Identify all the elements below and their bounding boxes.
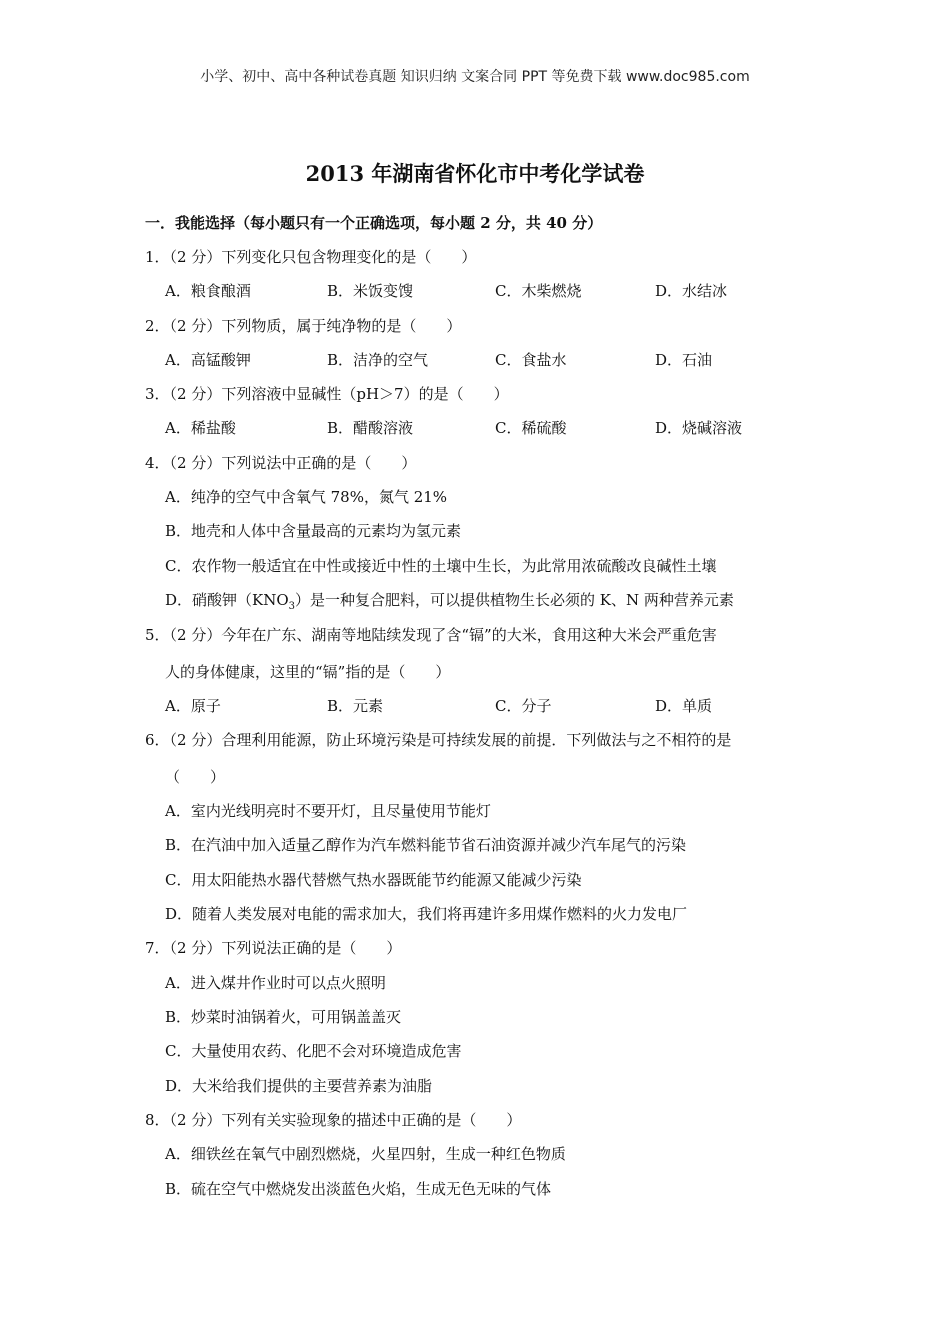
q1-option-c: C．木柴燃烧	[495, 282, 582, 300]
q4-option-a: A．纯净的空气中含氧气 78%，氮气 21%	[165, 488, 448, 506]
q5-option-a: A．原子	[165, 697, 221, 715]
q2-option-b: B．洁净的空气	[327, 351, 429, 369]
q2-option-a: A．高锰酸钾	[165, 351, 251, 369]
question-6-stem-line1: 6．（2 分）合理利用能源，防止环境污染是可持续发展的前提．下列做法与之不相符的是	[145, 731, 732, 749]
question-8-stem: 8．（2 分）下列有关实验现象的描述中正确的是（ ）	[145, 1111, 522, 1129]
q7-option-d: D．大米给我们提供的主要营养素为油脂	[165, 1077, 433, 1095]
q5-option-d: D．单质	[655, 697, 713, 715]
question-7-stem: 7．（2 分）下列说法正确的是（ ）	[145, 939, 402, 957]
q7-option-a: A．进入煤井作业时可以点火照明	[165, 974, 386, 992]
q3-option-a: A．稀盐酸	[165, 419, 236, 437]
q3-option-c: C．稀硫酸	[495, 419, 567, 437]
section-heading: 一．我能选择（每小题只有一个正确选项，每小题 2 分，共 40 分）	[145, 214, 603, 232]
q5-option-b: B．元素	[327, 697, 384, 715]
q6-option-b: B．在汽油中加入适量乙醇作为汽车燃料能节省石油资源并减少汽车尾气的污染	[165, 836, 687, 854]
q8-option-b: B．硫在空气中燃烧发出淡蓝色火焰，生成无色无味的气体	[165, 1180, 552, 1198]
page-title: 2013 年湖南省怀化市中考化学试卷	[305, 161, 645, 186]
q2-option-c: C．食盐水	[495, 351, 567, 369]
question-5-stem-line1: 5．（2 分）今年在广东、湖南等地陆续发现了含“镉”的大米，食用这种大米会严重危害	[145, 626, 717, 644]
q1-option-a: A．粮食酿酒	[165, 282, 251, 300]
q4-option-d	[165, 589, 734, 612]
page-header: 小学、初中、高中各种试卷真题 知识归纳 文案合同 PPT 等免费下载 www.doc985.com	[200, 69, 750, 85]
q7-option-b: B．炒菜时油锅着火，可用锅盖盖灭	[165, 1008, 402, 1026]
q6-option-c: C．用太阳能热水器代替燃气热水器既能节约能源又能减少污染	[165, 871, 582, 889]
q4-option-d-subscript: 3	[288, 601, 296, 612]
question-4-stem: 4．（2 分）下列说法中正确的是（ ）	[145, 454, 417, 472]
q4-option-b: B．地壳和人体中含量最高的元素均为氢元素	[165, 522, 462, 540]
question-1-stem: 1．（2 分）下列变化只包含物理变化的是（ ）	[145, 248, 477, 266]
q4-option-d-suffix: ）是一种复合肥料，可以提供植物生长必须的 K、N 两种营养元素	[295, 591, 734, 609]
question-6-stem-line2: （ ）	[165, 768, 226, 786]
q2-option-d: D．石油	[655, 351, 713, 369]
q3-option-d: D．烧碱溶液	[655, 419, 743, 437]
question-3-stem: 3．（2 分）下列溶液中显碱性（pH＞7）的是（ ）	[145, 385, 509, 403]
q4-option-c: C．农作物一般适宜在中性或接近中性的土壤中生长，为此常用浓硫酸改良碱性土壤	[165, 557, 717, 575]
q4-option-d-prefix: D．硝酸钾（KNO	[165, 591, 289, 609]
question-5-stem-line2: 人的身体健康，这里的“镉”指的是（ ）	[165, 663, 451, 681]
q3-option-b: B．醋酸溶液	[327, 419, 414, 437]
question-2-stem: 2．（2 分）下列物质，属于纯净物的是（ ）	[145, 317, 462, 335]
q6-option-d: D．随着人类发展对电能的需求加大，我们将再建许多用煤作燃料的火力发电厂	[165, 905, 688, 923]
q7-option-c: C．大量使用农药、化肥不会对环境造成危害	[165, 1042, 462, 1060]
q6-option-a: A．室内光线明亮时不要开灯，且尽量使用节能灯	[165, 802, 491, 820]
q1-option-b: B．米饭变馊	[327, 282, 414, 300]
q1-option-d: D．水结冰	[655, 282, 728, 300]
q5-option-c: C．分子	[495, 697, 552, 715]
q8-option-a: A．细铁丝在氧气中剧烈燃烧，火星四射，生成一种红色物质	[165, 1145, 566, 1163]
